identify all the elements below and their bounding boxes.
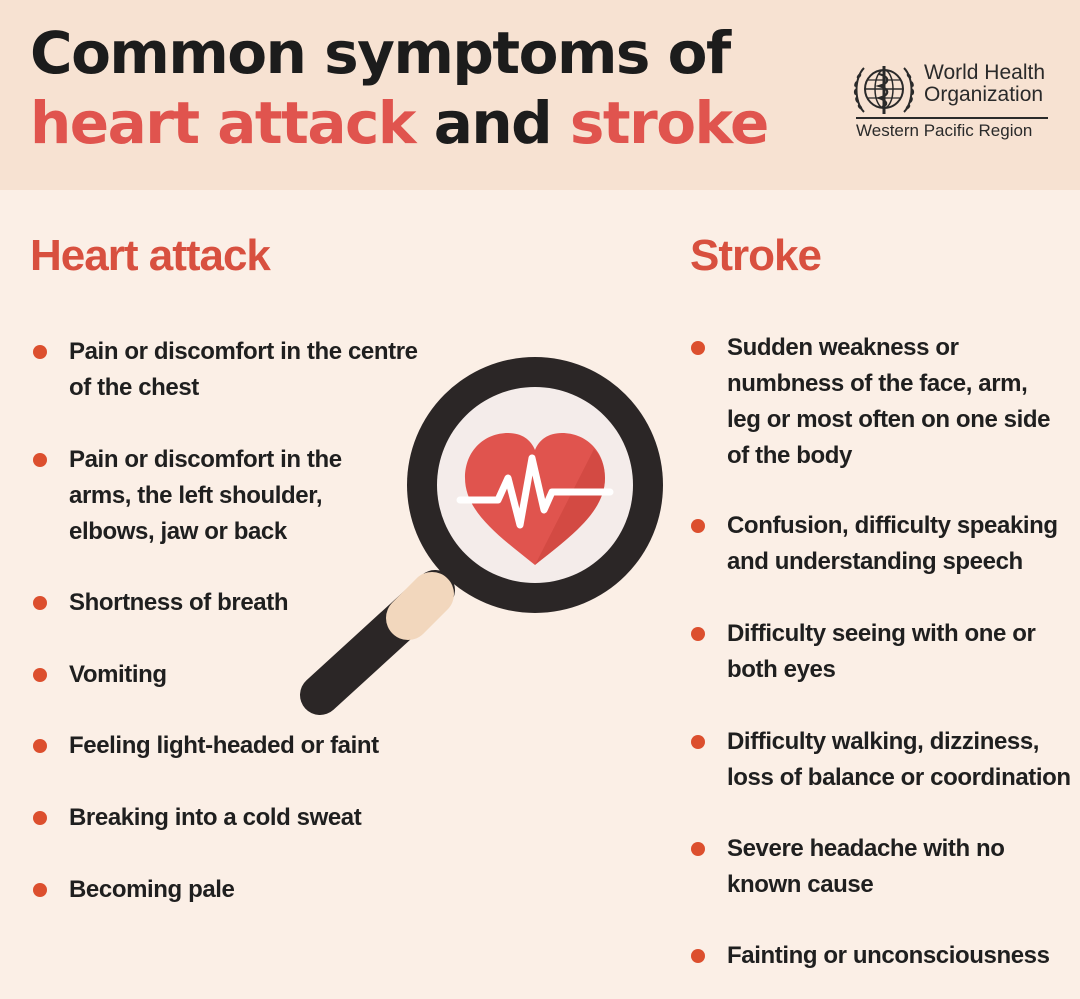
heart-attack-heading: Heart attack xyxy=(30,231,270,280)
heart-attack-symptom-item-text xyxy=(69,800,361,836)
stroke-symptom-item-line: numbness of the face, arm, xyxy=(727,370,1028,397)
heart-attack-symptom-item-text xyxy=(69,657,167,693)
title-connector: and xyxy=(433,89,552,157)
heart-attack-symptom-item-text xyxy=(69,585,288,621)
heart-attack-symptom-item xyxy=(33,657,167,693)
stroke-symptom-item-line: both eyes xyxy=(727,656,836,683)
heart-attack-symptom-item-line: Shortness of breath xyxy=(69,589,289,616)
stroke-symptom-item-text xyxy=(727,938,1050,974)
stroke-symptom-item-line: Fainting or unconsciousness xyxy=(727,942,1050,969)
heart-attack-symptom-item-line: Breaking into a cold sweat xyxy=(69,804,362,831)
stroke-symptom-item-text xyxy=(727,724,1071,796)
stroke-symptom-item xyxy=(691,724,1071,796)
stroke-symptom-item-line: Confusion, difficulty speaking xyxy=(727,512,1058,539)
stroke-symptom-item-text xyxy=(727,330,1050,474)
bullet-dot-icon xyxy=(691,842,705,856)
heart-attack-symptom-item-line: Vomiting xyxy=(69,661,167,688)
stroke-symptom-item-line: Sudden weakness or xyxy=(727,334,959,361)
stroke-heading: Stroke xyxy=(690,231,821,280)
heart-attack-symptom-item-line: Pain or discomfort in the centre xyxy=(69,338,418,365)
stroke-symptom-item xyxy=(691,831,1005,903)
stroke-symptom-item-text xyxy=(727,616,1035,688)
stroke-symptom-item-text xyxy=(727,831,1005,903)
bullet-dot-icon xyxy=(33,596,47,610)
stroke-symptom-item-line: of the body xyxy=(727,442,852,469)
heart-attack-symptom-item-line: of the chest xyxy=(69,374,199,401)
bullet-dot-icon xyxy=(33,883,47,897)
heart-attack-symptom-item-line: arms, the left shoulder, xyxy=(69,482,323,509)
bullet-dot-icon xyxy=(33,453,47,467)
who-name-line2: Organization xyxy=(924,83,1044,106)
who-region: Western Pacific Region xyxy=(856,121,1033,140)
stroke-symptom-item-line: Difficulty seeing with one or xyxy=(727,620,1036,647)
heart-attack-symptom-item-line: Feeling light-headed or faint xyxy=(69,732,379,759)
stroke-symptom-item-line: and understanding speech xyxy=(727,548,1023,575)
stroke-symptom-item-line: loss of balance or coordination xyxy=(727,764,1071,791)
stroke-symptom-item-line: known cause xyxy=(727,871,874,898)
heart-attack-symptom-item xyxy=(33,872,235,908)
bullet-dot-icon xyxy=(33,345,47,359)
stroke-symptom-item-line: Severe headache with no xyxy=(727,835,1005,862)
stroke-symptom-item xyxy=(691,938,1050,974)
stroke-symptom-list xyxy=(691,0,1071,999)
heart-attack-symptom-item xyxy=(33,800,361,836)
magnifying-glass-heart-icon xyxy=(260,340,700,740)
title-line1: Common symptoms of xyxy=(30,19,730,87)
stroke-symptom-item xyxy=(691,508,1058,580)
stroke-symptom-item-line: leg or most often on one side xyxy=(727,406,1051,433)
stroke-symptom-item-line: Difficulty walking, dizziness, xyxy=(727,728,1040,755)
stroke-symptom-item-text xyxy=(727,508,1058,580)
bullet-dot-icon xyxy=(33,739,47,753)
heart-attack-symptom-item-text xyxy=(69,872,235,908)
bullet-dot-icon xyxy=(33,668,47,682)
title-stroke: stroke xyxy=(569,89,768,157)
bullet-dot-icon xyxy=(33,811,47,825)
stroke-symptom-item xyxy=(691,330,1050,474)
heart-attack-symptom-item-line: elbows, jaw or back xyxy=(69,518,287,545)
heart-attack-symptom-item-line: Becoming pale xyxy=(69,876,235,903)
stroke-symptom-item xyxy=(691,616,1035,688)
heart-attack-symptom-item xyxy=(33,585,288,621)
title-heart-attack: heart attack xyxy=(30,89,415,157)
heart-attack-symptom-item-line: Pain or discomfort in the xyxy=(69,446,342,473)
bullet-dot-icon xyxy=(691,949,705,963)
who-name-line1: World Health xyxy=(924,61,1045,84)
